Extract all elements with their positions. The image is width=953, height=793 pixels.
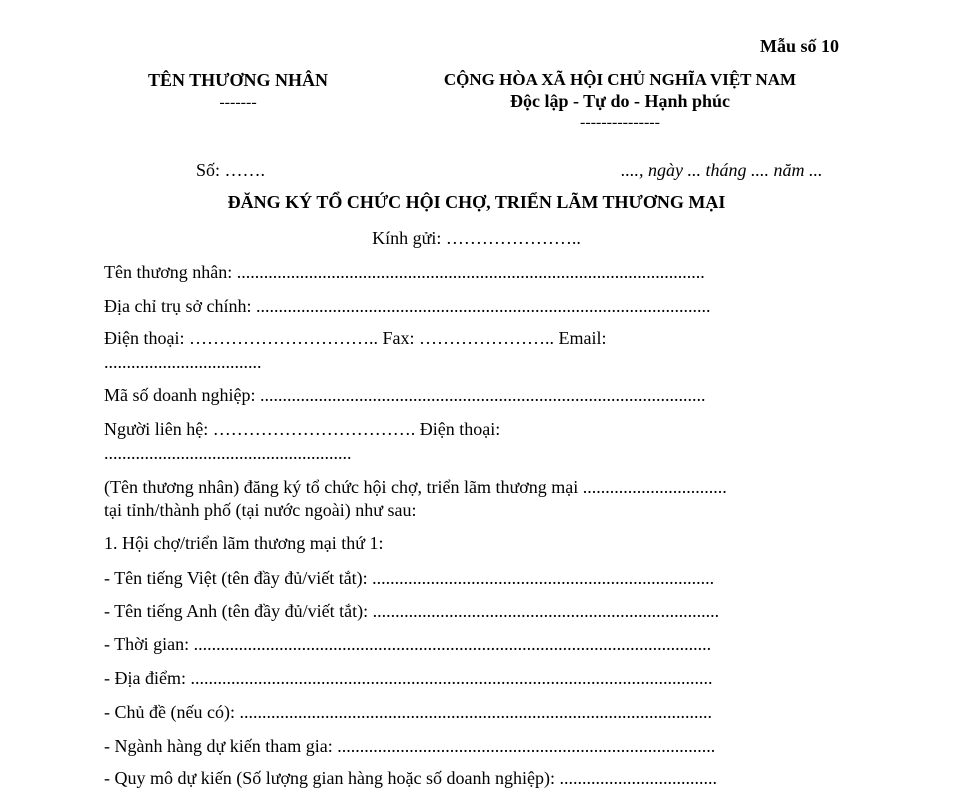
time-field: - Thời gian: ................................................................................................................... — [104, 634, 712, 654]
form-number: Mẫu số 10 — [760, 36, 840, 56]
phone-fax-email-field: Điện thoại: ………………………….. Fax: ………………….. Email: — [104, 328, 607, 348]
name-vietnamese-field: - Tên tiếng Việt (tên đầy đủ/viết tắt): ............................................................................ — [104, 568, 715, 588]
document-title: ĐĂNG KÝ TỔ CHỨC HỘI CHỢ, TRIỂN LÃM THƯƠNG MẠI — [227, 192, 726, 212]
contact-person-continuation: ....................................................... — [104, 443, 352, 463]
theme-field: - Chủ đề (nếu có): ......................................................................................................... — [104, 702, 712, 722]
trader-name-field: Tên thương nhân: ........................................................................................................ — [104, 262, 705, 282]
head-office-field: Địa chỉ trụ sở chính: ..................................................................................................... — [104, 296, 711, 316]
country-name: CỘNG HÒA XÃ HỘI CHỦ NGHĨA VIỆT NAM — [443, 70, 797, 89]
addressee: Kính gửi: ………………….. — [372, 228, 581, 248]
contact-person-field: Người liên hệ: ……………………………. Điện thoại: — [104, 419, 501, 439]
registration-statement-cont: tại tỉnh/thành phố (tại nước ngoài) như sau: — [104, 500, 417, 520]
motto-divider: --------------- — [580, 114, 660, 131]
document-number: Số: ……. — [196, 160, 266, 180]
registration-statement: (Tên thương nhân) đăng ký tổ chức hội chợ, triển lãm thương mại ................................ — [104, 477, 727, 497]
industries-field: - Ngành hàng dự kiến tham gia: .................................................................................... — [104, 736, 716, 756]
scale-field: - Quy mô dự kiến (Số lượng gian hàng hoặc số doanh nghiệp): ................................... — [104, 768, 717, 788]
fair-heading: 1. Hội chợ/triển lãm thương mại thứ 1: — [104, 533, 384, 553]
national-motto: Độc lập - Tự do - Hạnh phúc — [509, 91, 731, 111]
phone-fax-email-continuation: ................................... — [104, 352, 262, 372]
date-line: ...., ngày ... tháng .... năm ... — [621, 160, 823, 180]
company-divider: ------- — [219, 94, 257, 111]
name-english-field: - Tên tiếng Anh (tên đầy đủ/viết tắt): ............................................................................. — [104, 601, 720, 621]
enterprise-code-field: Mã số doanh nghiệp: ................................................................................................... — [104, 385, 706, 405]
company-name: TÊN THƯƠNG NHÂN — [147, 70, 329, 90]
location-field: - Địa điểm: .................................................................................................................... — [104, 668, 713, 688]
